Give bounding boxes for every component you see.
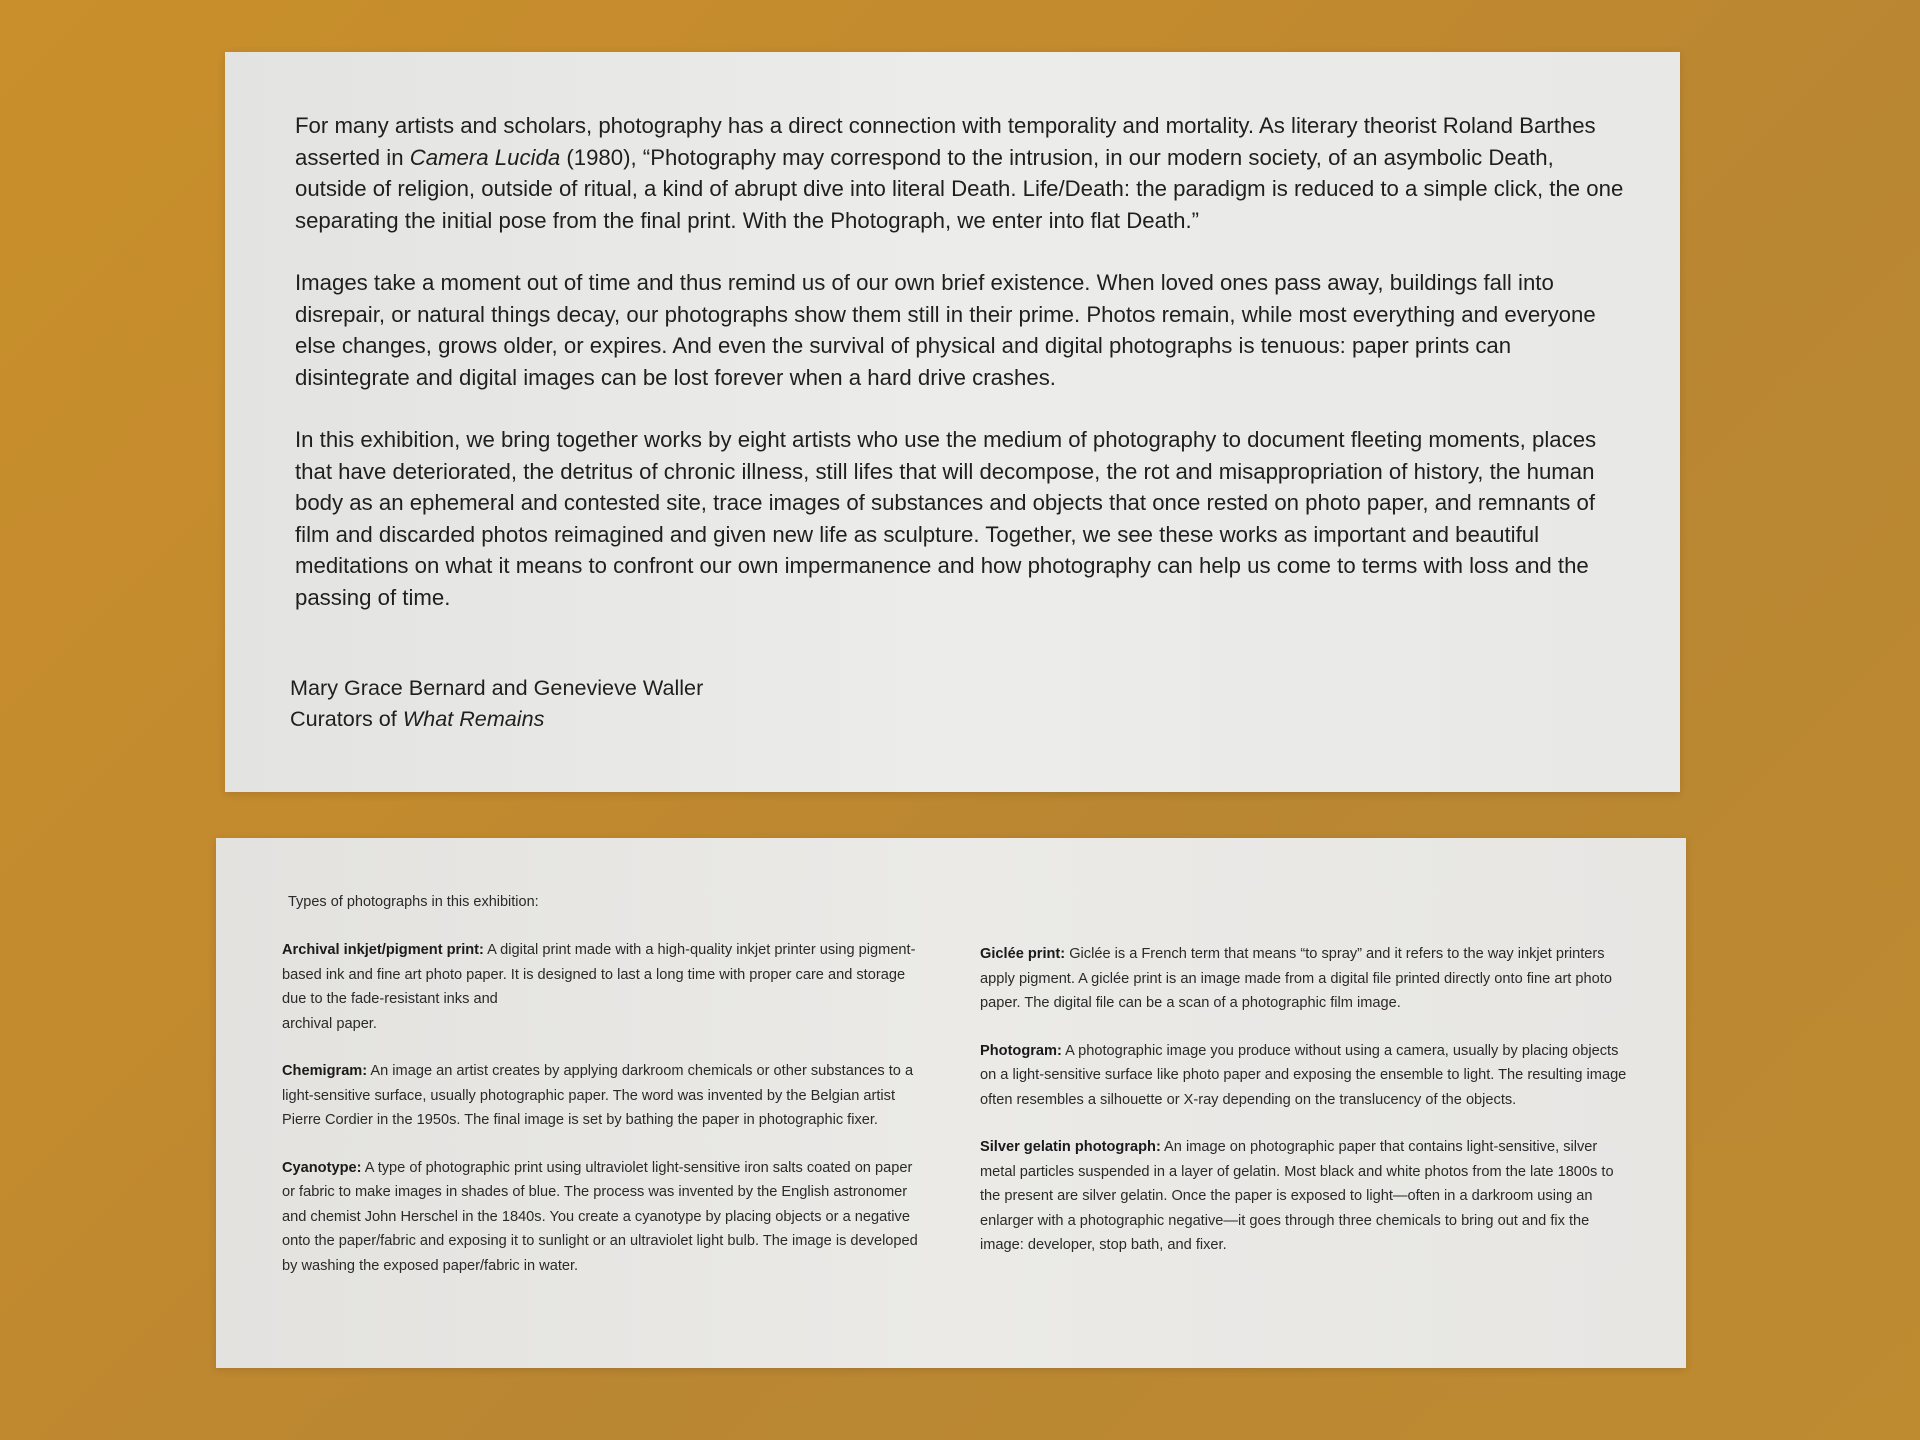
intro-wall-panel xyxy=(225,52,1680,792)
type-entry-photogram xyxy=(980,1039,1630,1113)
book-title: Camera Lucida xyxy=(409,144,561,170)
intro-text-block xyxy=(295,110,1630,644)
types-heading: Types of photographs in this exhibition: xyxy=(288,894,539,910)
types-right-column xyxy=(980,942,1630,1281)
intro-paragraph-2: Images take a moment out of time and thus remind us of our own brief existence. When loved ones pass away, buildings fall into disrepair, or natural things decay, our photographs show them still in their prime. Photos remain, while most everything and everyone else changes, grows older, or expires. And even the survival of physical and digital photographs is tenuous: paper prints can disintegrate and digital images can be lost forever when a hard drive crashes. xyxy=(295,270,1596,390)
type-definition: A photographic image you produce without using a camera, usually by placing objects on a light-sensitive surface like photo paper and exposing the ensemble to light. The resulting image often resembles a silhouette or X-ray depending on the translucency of the objects. xyxy=(980,1042,1627,1108)
type-term: Archival inkjet/pigment print: xyxy=(282,942,484,958)
curator-names: Mary Grace Bernard and Genevieve Waller xyxy=(290,675,704,700)
types-left-column xyxy=(282,938,922,1301)
type-term: Giclée print: xyxy=(980,946,1066,962)
type-term: Chemigram: xyxy=(282,1063,368,1079)
type-definition: A type of photographic print using ultraviolet light-sensitive iron salts coated on paper or fabric to make images in shades of blue. The process was invented by the English astronomer and chemist John Herschel in the 1840s. You create a cyanotype by placing objects or a negative onto the paper/fabric and exposing it to sunlight or an ultraviolet light bulb. The image is developed by washing the exposed paper/fabric in water. xyxy=(282,1159,918,1274)
intro-paragraph-1-end: (1980), “Photography may correspond to the intrusion, in our modern society, of an asymbolic Death, outside of religion, outside of ritual, a kind of abrupt dive into literal Death. Life/Death: the paradigm is reduced to a simple click, the one separating the initial pose from the final print. With the Photograph, we enter into flat Death.” xyxy=(295,144,1624,233)
type-entry-archival-inkjet xyxy=(282,938,922,1036)
exhibition-title: What Remains xyxy=(402,706,545,731)
type-definition: A digital print made with a high-quality inkjet printer using pigment-based ink and fine art photo paper. It is designed to last a long time with proper care and storage due to the fade-resistant inks and xyxy=(282,942,916,1007)
intro-paragraph-1-start: For many artists and scholars, photography has a direct connection with temporality and mortality. As literary theorist Roland Barthes asserted in xyxy=(295,113,1596,170)
type-entry-chemigram xyxy=(282,1059,922,1133)
intro-paragraph-3: In this exhibition, we bring together works by eight artists who use the medium of photography to document fleeting moments, places that have deteriorated, the detritus of chronic illness, still lifes that will decompose, the rot and misappropriation of history, the human body as an ephemeral and contested site, trace images of substances and objects that once rested on photo paper, and remnants of film and discarded photos reimagined and given new life as sculpture. Together, we see these works as important and beautiful meditations on what it means to confront our own impermanence and how photography can help us come to terms with loss and the passing of time. xyxy=(295,427,1597,610)
type-definition: An image on photographic paper that contains light-sensitive, silver metal particles suspended in a layer of gelatin. Most black and white photos from the late 1800s to the present are silver gelatin. Once the paper is exposed to light—often in a darkroom using an enlarger with a photographic negative—it goes through three chemicals to bring out and fix the image: developer, stop bath, and fixer. xyxy=(980,1139,1614,1253)
curator-signature xyxy=(290,672,703,734)
type-term: Photogram: xyxy=(980,1042,1062,1059)
curator-role xyxy=(290,703,703,734)
type-definition: An image an artist creates by applying darkroom chemicals or other substances to a light-sensitive surface, usually photographic paper. The word was invented by the Belgian artist Pierre Cordier in the 1950s. The final image is set by bathing the paper in photographic fixer. xyxy=(282,1063,914,1128)
type-entry-silver-gelatin xyxy=(980,1135,1630,1258)
type-definition-cont: archival paper. xyxy=(282,1015,377,1032)
intro-paragraph-1 xyxy=(295,110,1630,236)
curator-role-label: Curators of xyxy=(290,706,403,731)
type-term: Silver gelatin photograph: xyxy=(980,1139,1161,1155)
type-entry-cyanotype xyxy=(282,1156,922,1279)
type-entry-giclee xyxy=(980,942,1630,1016)
photo-types-wall-panel xyxy=(216,838,1686,1368)
type-definition: Giclée is a French term that means “to spray” and it refers to the way inkjet printers apply pigment. A giclée print is an image made from a digital file printed directly onto fine art photo paper. The digital file can be a scan of a photographic film image. xyxy=(980,946,1612,1011)
type-term: Cyanotype: xyxy=(282,1159,362,1176)
